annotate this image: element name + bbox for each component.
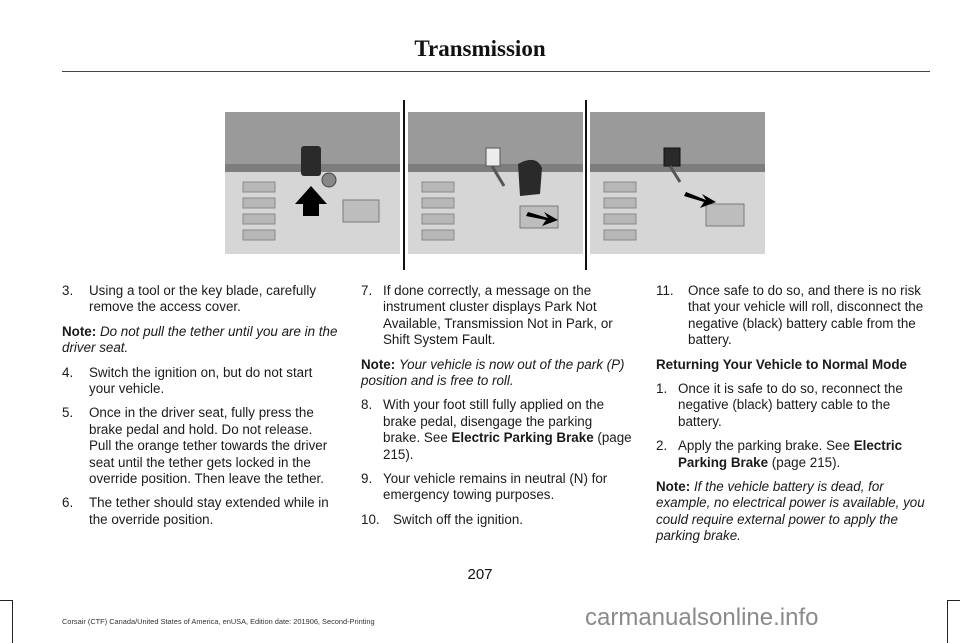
figure-remove-cover-illustration xyxy=(225,112,400,254)
watermark: carmanualsonline.info xyxy=(585,604,819,631)
list-item xyxy=(62,283,338,316)
list-number: 3. xyxy=(62,283,74,298)
note xyxy=(361,357,633,390)
figure-pull-tether xyxy=(408,112,583,254)
list-number: 10. xyxy=(361,511,380,527)
crop-mark-bottom-right-v xyxy=(947,600,948,643)
figure-pull-tether-illustration xyxy=(408,112,583,254)
list-item xyxy=(62,365,338,398)
list-text xyxy=(383,397,633,463)
list-item xyxy=(62,405,338,487)
section-heading: Returning Your Vehicle to Normal Mode xyxy=(656,356,907,372)
list-text: Once it is safe to do so, reconnect the negative (black) battery cable to the battery. xyxy=(678,381,903,429)
column-2 xyxy=(361,283,633,536)
note-text: If the vehicle battery is dead, for example, no electrical power is available, you could require external power to apply the parking brake. xyxy=(656,479,925,544)
list-number: 1. xyxy=(656,381,668,397)
list-text xyxy=(678,438,930,471)
list-item xyxy=(361,471,633,504)
note-label: Note: xyxy=(361,356,396,372)
list-item xyxy=(361,397,633,463)
edition-footer: Corsair (CTF) Canada/United States of America, enUSA, Edition date: 201906, Second-Printing xyxy=(62,617,375,626)
list-text-part: (page 215). xyxy=(383,430,632,462)
header-rule xyxy=(62,71,930,72)
list-item xyxy=(62,495,338,528)
note-label: Note: xyxy=(656,479,691,495)
list-text: Switch the ignition on, but do not start your vehicle. xyxy=(89,364,313,397)
column-1 xyxy=(62,283,338,536)
list-text-part: Apply the parking brake. See xyxy=(678,438,854,454)
note-label: Note: xyxy=(62,323,97,339)
list-text-part: (page 215). xyxy=(768,454,841,470)
list-item xyxy=(656,438,930,471)
note xyxy=(656,479,930,545)
list-text: Once in the driver seat, fully press the brake pedal and hold. Do not release. Pull the orange tether towards the driver seat until the tether gets locked in the override position. Then leave the tether. xyxy=(89,405,328,487)
figure-remove-cover xyxy=(225,112,400,254)
list-text: Switch off the ignition. xyxy=(393,511,524,527)
list-item xyxy=(361,512,633,528)
list-number: 5. xyxy=(62,405,74,421)
list-item xyxy=(361,283,633,349)
list-number: 7. xyxy=(361,283,373,298)
note-text: Your vehicle is now out of the park (P) position and is free to roll. xyxy=(361,356,625,389)
list-text: If done correctly, a message on the instrument cluster displays Park Not Available, Transmission Not in Park, or Shift System Fault. xyxy=(383,283,613,348)
figure-tether-locked xyxy=(590,112,765,254)
note-text: Do not pull the tether until you are in the driver seat. xyxy=(62,323,338,356)
list-number: 9. xyxy=(361,471,373,487)
list-number: 4. xyxy=(62,364,74,380)
crop-mark-bottom-left-v xyxy=(12,600,13,643)
list-number: 8. xyxy=(361,397,373,413)
page-title: Transmission xyxy=(414,36,546,61)
cross-reference-link[interactable]: Electric Parking Brake xyxy=(678,438,903,470)
figure-divider-2 xyxy=(585,100,587,270)
cross-reference-link[interactable]: Electric Parking Brake xyxy=(451,430,594,446)
figure-divider-1 xyxy=(403,100,405,270)
list-text-part: With your foot still fully applied on the brake pedal, disengage the parking brake. See xyxy=(383,397,605,446)
list-text: The tether should stay extended while in the override position. xyxy=(89,495,329,527)
list-number: 2. xyxy=(656,438,668,454)
list-text: Your vehicle remains in neutral (N) for emergency towing purposes. xyxy=(383,471,608,503)
crop-mark-bottom-left-h xyxy=(0,600,12,601)
list-number: 6. xyxy=(62,495,74,511)
crop-mark-bottom-right-h xyxy=(947,600,960,601)
list-item xyxy=(656,381,930,430)
list-text: Using a tool or the key blade, carefully remove the access cover. xyxy=(89,283,317,315)
list-item xyxy=(656,283,930,349)
note xyxy=(62,324,338,357)
column-3 xyxy=(656,283,930,553)
figure-tether-locked-illustration xyxy=(590,112,765,254)
list-number: 11. xyxy=(656,283,674,298)
list-text: Once safe to do so, and there is no risk that your vehicle will roll, disconnect the negative (black) battery cable from the battery. xyxy=(688,283,924,348)
page-number: 207 xyxy=(467,566,493,583)
